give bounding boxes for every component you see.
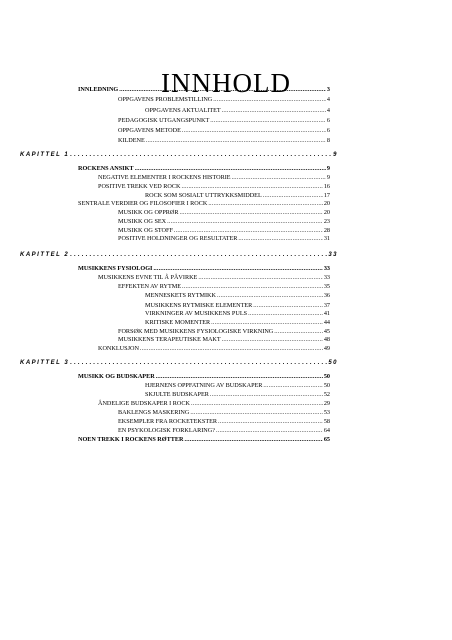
toc-entry-label: PEDAGOGISK UTGANGSPUNKT: [118, 117, 210, 124]
toc-page-number: 9: [326, 165, 330, 172]
toc-page-number: 49: [323, 345, 330, 352]
toc-page-number: 9: [326, 174, 330, 181]
toc-page-number: 58: [323, 418, 330, 425]
toc-chapter-heading: [20, 358, 338, 368]
dot-leader: [182, 126, 326, 136]
toc-entry-label: HJERNENS OPPFATNING AV BUDSKAPER: [145, 382, 263, 389]
toc-page-number: 31: [323, 235, 330, 242]
toc-page-number: 29: [323, 400, 330, 407]
page-title: INNHOLD: [161, 68, 291, 99]
toc-page-number: 50: [323, 373, 330, 380]
toc-entry-label: MUSIKKENS EVNE TIL Å PÅVIRKE: [98, 274, 198, 281]
toc-page-number: 6: [326, 127, 330, 134]
toc-page-number: 6: [326, 117, 330, 124]
toc-entry: [118, 234, 330, 244]
toc-page-number: 16: [323, 183, 330, 190]
toc-entry: [98, 344, 330, 354]
toc-entry-label: EKSEMPLER FRA ROCKETEKSTER: [118, 418, 218, 425]
toc-entry-label: ROCKENS ANSIKT: [78, 165, 134, 172]
toc-page-number: 65: [323, 436, 330, 443]
toc-page-number: 20: [323, 200, 330, 207]
toc-chapter-heading: [20, 250, 338, 260]
toc-page-number: 64: [323, 427, 330, 434]
toc-entry-label: ÅNDELIGE BUDSKAPER I ROCK: [98, 400, 190, 407]
toc-page-number: 53: [323, 409, 330, 416]
toc-entry-label: EN PSYKOLOGISK FORKLARING?: [118, 427, 215, 434]
toc-entry-label: MENNESKETS RYTMIKK: [145, 292, 216, 299]
toc-entry-label: NOEN TREKK I ROCKENS RØTTER: [78, 436, 184, 443]
dot-leader: [222, 106, 326, 116]
toc-entry: [145, 291, 330, 301]
toc-entry-label: KAPITTEL 1: [20, 152, 70, 158]
toc-entry-label: NEGATIVE ELEMENTER I ROCKENS HISTORIE: [98, 174, 231, 181]
dot-leader: [217, 291, 323, 301]
toc-page-number: 45: [323, 328, 330, 335]
toc-page-number: 44: [323, 319, 330, 326]
dot-leader: [213, 95, 326, 105]
toc-entry: [145, 106, 330, 116]
toc-entry: [118, 126, 330, 136]
toc-page-number: 20: [323, 209, 330, 216]
toc-entry-label: ROCK SOM SOSIALT UTTRYKKSMIDDEL: [145, 192, 262, 199]
dot-leader: [210, 116, 326, 126]
toc-page-number: 3: [326, 86, 330, 93]
toc-page-number: 28: [323, 227, 330, 234]
toc-entry: [118, 116, 330, 126]
toc-entry-label: POSITIVE HOLDNINGER OG RESULTATER: [118, 235, 238, 242]
toc-entry-label: MUSIKKENS FYSIOLOGI: [78, 265, 153, 272]
toc-entry-label: KRITISKE MOMENTER: [145, 319, 211, 326]
toc-entry-label: MUSIKK OG STOFF: [118, 227, 173, 234]
toc-entry-label: FORSØK MED MUSIKKENS FYSIOLOGISKE VIRKNING: [118, 328, 274, 335]
toc-entry-label: SENTRALE VERDIER OG FILOSOFIER I ROCK: [78, 200, 208, 207]
toc-entry: [78, 435, 330, 445]
toc-entry-label: KAPITTEL 2: [20, 252, 70, 258]
toc-page-number: 33: [323, 274, 330, 281]
toc-page-number: 23: [323, 218, 330, 225]
dot-leader: [70, 358, 327, 368]
toc-page-number: 33: [323, 265, 330, 272]
toc-entry-label: MUSIKKENS RYTMISKE ELEMENTER: [145, 302, 253, 309]
toc-entry-label: OPPGAVENS PROBLEMSTILLING: [118, 96, 213, 103]
toc-page-number: 35: [323, 283, 330, 290]
toc-page-number: 4: [326, 107, 330, 114]
toc-page-number: 50: [328, 360, 338, 366]
toc-page-number: 17: [323, 192, 330, 199]
toc-entry-label: EFFEKTEN AV RYTME: [118, 283, 182, 290]
toc-page-number: 41: [323, 310, 330, 317]
toc-page-number: 8: [326, 137, 330, 144]
toc-entry-label: MUSIKK OG OPPRØR: [118, 209, 179, 216]
toc-entry-label: SKJULTE BUDSKAPER: [145, 391, 209, 398]
dot-leader: [146, 136, 326, 146]
dot-leader: [184, 435, 322, 445]
toc-entry-label: MUSIKK OG BUDSKAPER: [78, 373, 155, 380]
toc-entry: [118, 136, 330, 146]
toc-entry-label: OPPGAVENS AKTUALITET: [145, 107, 221, 114]
toc-page-number: 50: [323, 382, 330, 389]
toc-page-number: 36: [323, 292, 330, 299]
toc-entry-label: KONKLUSJON: [98, 345, 139, 352]
toc-entry-label: KAPITTEL 3: [20, 360, 70, 366]
dot-leader: [70, 150, 332, 160]
toc-entry: [118, 95, 330, 105]
toc-page-number: 48: [323, 336, 330, 343]
toc-entry-label: BAKLENGS MASKERING: [118, 409, 190, 416]
toc-page-number: 33: [328, 252, 338, 258]
toc-page-number: 4: [326, 96, 330, 103]
toc-entry: [78, 85, 330, 95]
dot-leader: [70, 250, 327, 260]
dot-leader: [140, 344, 323, 354]
toc-entry-label: INNLEDNING: [78, 86, 119, 93]
toc-page-number: 37: [323, 302, 330, 309]
toc-entry-label: OPPGAVENS METODE: [118, 127, 181, 134]
toc-page-number: 9: [333, 152, 338, 158]
dot-leader: [238, 234, 322, 244]
toc-entry-label: MUSIKK OG SEX: [118, 218, 167, 225]
toc-entry-label: POSITIVE TREKK VED ROCK: [98, 183, 181, 190]
dot-leader: [119, 85, 326, 95]
toc-entry-label: MUSIKKENS TERAPEUTISKE MAKT: [118, 336, 221, 343]
toc-entry-label: KILDENE: [118, 137, 145, 144]
toc-page-number: 52: [323, 391, 330, 398]
toc-chapter-heading: [20, 150, 338, 160]
toc-entry-label: VIRKNINGER AV MUSIKKENS PULS: [145, 310, 248, 317]
